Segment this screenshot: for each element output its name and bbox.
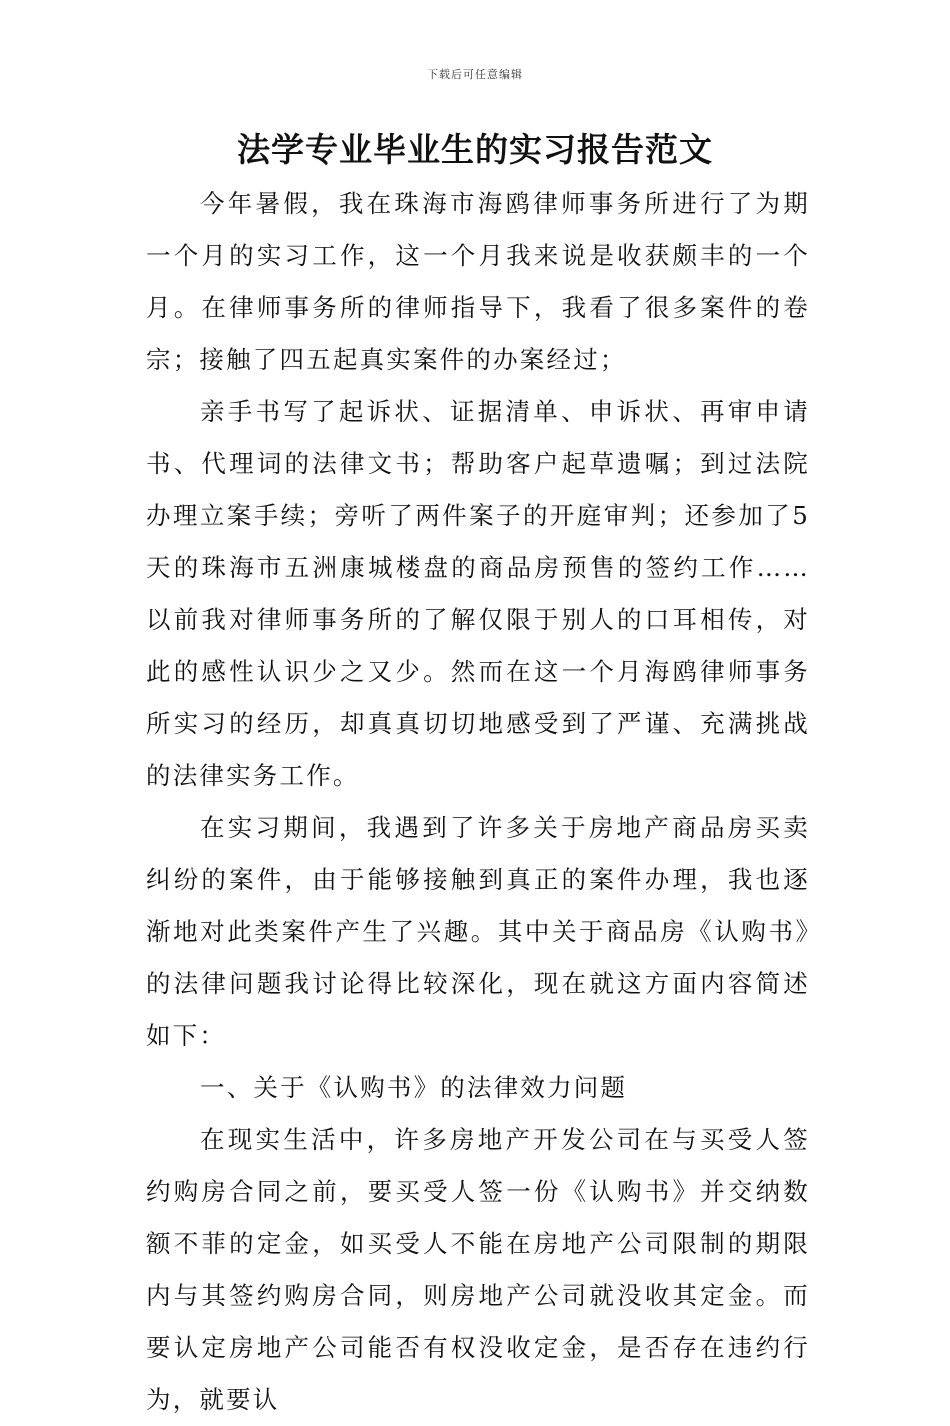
paragraph-4: 在现实生活中，许多房地产开发公司在与买受人签约购房合同之前，要买受人签一份《认购书》并交纳数额不菲的定金，如买受人不能在房地产公司限制的期限内与其签约购房合同，则房地产公司就没收其定金。而要认定房地产公司能否有权没收定金，是否存在违约行为，就要认	[146, 1125, 810, 1414]
paragraph-1: 今年暑假，我在珠海市海鸥律师事务所进行了为期一个月的实习工作，这一个月我来说是收获颇丰的一个月。在律师事务所的律师指导下，我看了很多案件的卷宗；接触了四五起真实案件的办案经过；	[146, 189, 810, 374]
paragraph-2: 亲手书写了起诉状、证据清单、申诉状、再审申请书、代理词的法律文书；帮助客户起草遗嘱；到过法院办理立案手续；旁听了两件案子的开庭审判；还参加了5天的珠海市五洲康城楼盘的商品房预售的签约工作……以前我对律师事务所的了解仅限于别人的口耳相传，对此的感性认识少之又少。然而在这一个月海鸥律师事务所实习的经历，却真真切切地感受到了严谨、充满挑战的法律实务工作。	[146, 397, 810, 790]
section-heading: 一、关于《认购书》的法律效力问题	[200, 1073, 628, 1102]
document-body	[146, 178, 810, 1426]
header-note: 下载后可任意编辑	[427, 68, 523, 81]
paragraph-3: 在实习期间，我遇到了许多关于房地产商品房买卖纠纷的案件，由于能够接触到真正的案件办理，我也逐渐地对此类案件产生了兴趣。其中关于商品房《认购书》的法律问题我讨论得比较深化，现在就这方面内容简述如下：	[146, 813, 810, 1050]
document-title: 法学专业毕业生的实习报告范文	[237, 130, 713, 169]
